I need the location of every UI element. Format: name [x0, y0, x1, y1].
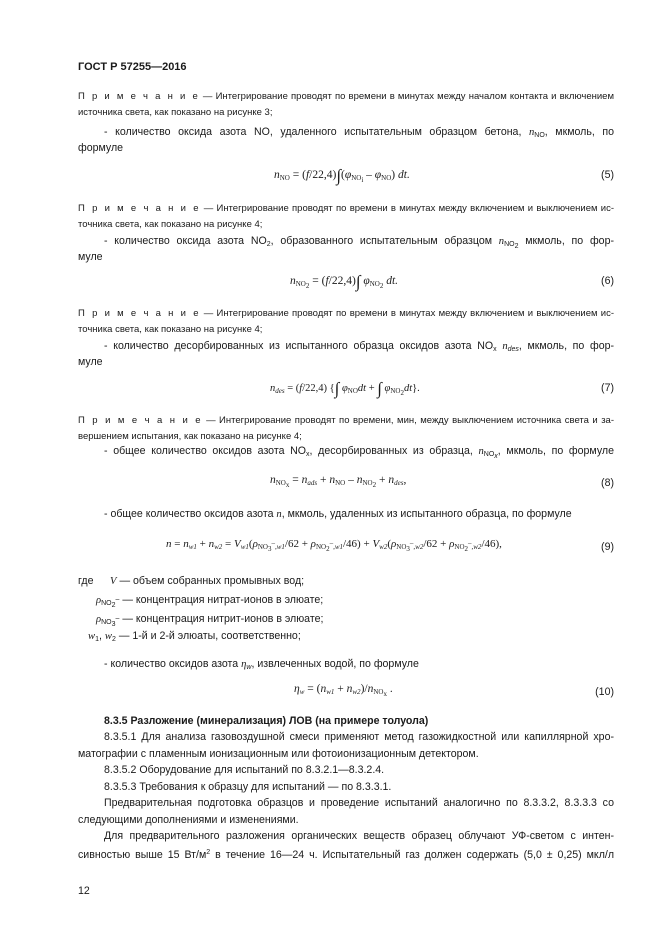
formula-6: $n_{NO_2} = (f/22,4)\int$ $\varphi_{NO_2}$ dt. [290, 272, 399, 291]
formula-10: $\eta_w = (n_{w1} + n_{w2})/n_{NO_x}$ . [294, 683, 393, 698]
where-label: где [78, 575, 94, 587]
equation-number-6: (6) [601, 275, 614, 287]
equation-number-7: (7) [601, 382, 614, 394]
note-label: П р и м е ч а н и е [78, 91, 200, 102]
note-3: П р и м е ч а н и е — Интегрирование проводят по времени в минутах между включением и выключением ис- точника света, как показано на рисунке 4; [78, 308, 614, 335]
where-nitrate: $\rho_{NO_2^-}$ — концентрация нитрат-ионов в элюате; [96, 594, 324, 609]
note-2: П р и м е ч а н и е — Интегрирование проводят по времени в минутах между включением и выключением ис- точника света, как показано на рисунке 4; [78, 203, 614, 230]
formula-7: $n_{des} = (f/22,4)$ {∫ $\varphi_{NO}dt$ + ∫ $\varphi_{NO_2}dt$}. [270, 379, 420, 398]
item-no2-formed: - количество оксида азота $NO_2$, образованного испытательным образцом $n_{NO_2}$ мкмоль, по фор- [104, 235, 614, 250]
page-header-standard: ГОСТ Р 57255—2016 [78, 61, 187, 73]
where-eluates: $w_1$, $w_2$ — 1-й и 2-й элюаты, соответственно; [88, 630, 301, 643]
section-title-8-3-5: 8.3.5 Разложение (минерализация) ЛОВ (на примере толуола) [104, 715, 429, 727]
equation-number-10: (10) [595, 686, 614, 698]
note-4: П р и м е ч а н и е — Интегрирование проводят по времени, мин, между выключением источника света и за- вершением испытания, как показано на рисунке 4; [78, 415, 614, 442]
formula-8: $n_{NO_x} = n_{ads} + n_{NO} - n_{NO_2} + n_{des}$, [270, 474, 407, 489]
formula-5: $n_{NO} = (f/22,4)\int(\varphi_{NO_i} - \varphi_{NO})$ dt. [274, 166, 410, 185]
formula-9: $n = n_{w1} + n_{w2} = V_{w1}(\rho_{NO_3^-,w1}/62 + \rho_{NO_2^-,w1}/46) + V_{w2}(\rho_{NO_3^-,w2}/62 + \rho_{NO_2^-,w2}/46)$, [166, 538, 502, 553]
equation-number-9: (9) [601, 541, 614, 553]
where-v: V — объем собранных промывных вод; [110, 575, 305, 587]
item-total-n: - общее количество оксидов азота n, мкмоль, удаленных из испытанного образца, по формуле [104, 508, 572, 520]
item-desorbed: - количество десорбированных из испытанного образца оксидов азота $NO_x$ $n_{des}$, мкмоль, по фор- [104, 340, 614, 353]
equation-number-5: (5) [601, 169, 614, 181]
item-desorbed-cont: муле [78, 356, 103, 368]
equation-number-8: (8) [601, 477, 614, 489]
section-body: 8.3.5.1 Для анализа газовоздушной смеси применяют метод газожидкостной или капиллярной хро- матографии с пламенным ионизационным или фотоионизационным детектором. 8.3.5.2 Оборудование для испытаний по 8.3.2.1—8.3.2.4. 8.3.5.3 Требования к образцу для испытаний — по 8.3.3.1. Предварительная подготовка образцов и проведение испытаний аналогично по 8.3.3.2, 8.3.3.3 со следующими дополнениями и изменениями. Для предварительного разложения органических веществ образец облучают УФ-светом с интен- сивностью выше 15 $Вт/м^2$ в течение 16—24 ч. Испытательный газ должен содержать (5,0 ± 0,25) мкл/л [78, 731, 614, 861]
note-1: П р и м е ч а н и е — Интегрирование проводят по времени в минутах между началом контакта и включением источника света, как показано на рисунке 3; [78, 91, 614, 118]
item-no-removed: - количество оксида азота NO, удаленного испытательным образцом бетона, $n_{NO}$, мкмоль, по [104, 126, 614, 139]
where-nitrite: $\rho_{NO_3^-}$ — концентрация нитрит-ионов в элюате; [96, 613, 324, 628]
page-number: 12 [78, 885, 90, 897]
item-no-removed-cont: формуле [78, 142, 124, 154]
item-total-nox: - общее количество оксидов азота $NO_x$, десорбированных из образца, $n_{NO_x}$, мкмоль, по формуле [104, 445, 614, 460]
item-water-extracted: - количество оксидов азота $\eta_w$, извлеченных водой, по формуле [104, 658, 419, 671]
item-no2-cont: муле [78, 251, 103, 263]
